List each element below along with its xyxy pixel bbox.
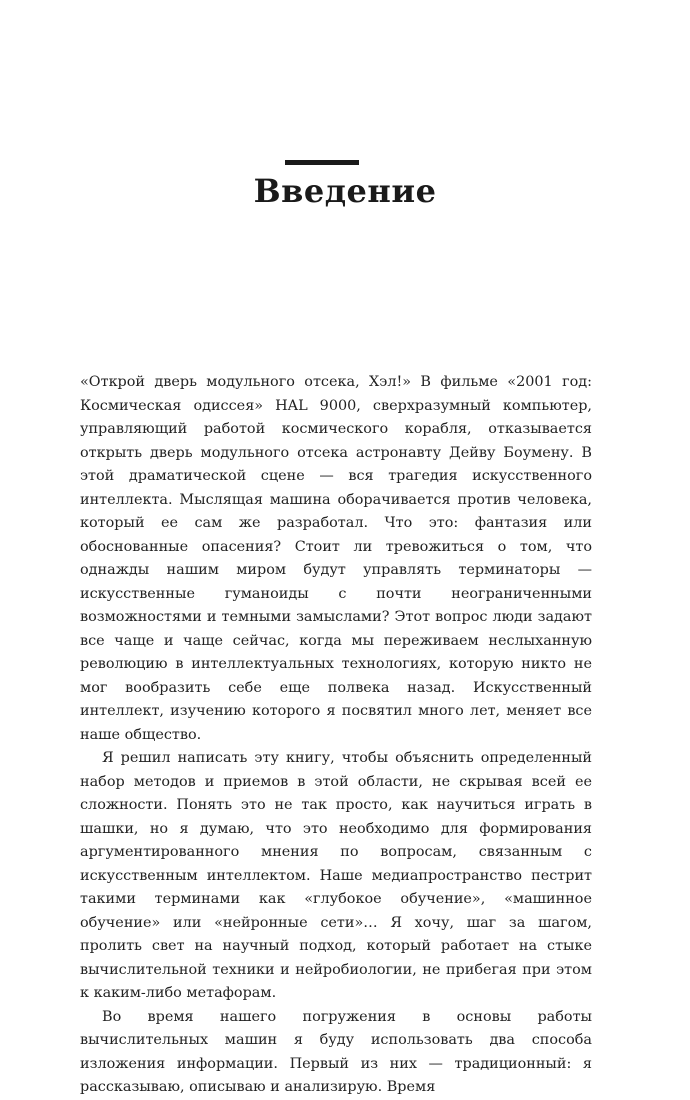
chapter-title: Введение [253, 172, 437, 210]
paragraph-3: Во время нашего погружения в основы работы вычислительных машин я буду использовать два способа изложения информации. Первый из них — традиционный: я рассказываю, описываю и анализирую. Время [80, 1008, 592, 1095]
title-rule [285, 160, 359, 165]
paragraph-1: «Открой дверь модульного отсека, Хэл!» В фильме «2001 год: Космическая одиссея» HAL 9000, сверхразумный компьютер, управляющий работой космического корабля, отказывается открыть дверь модульного отсека астронавту Дейву Боумену. В этой драматической сцене — вся трагедия искусственного интеллекта. Мыслящая машина оборачивается против человека, который ее сам же разработал. Что это: фантазия или обоснованные опасения? Стоит ли тревожиться о том, что однажды нашим миром будут управлять терминаторы — искусственные гуманоиды с почти неограниченными возможностями и темными замыслами? Этот вопрос люди задают все чаще и чаще сейчас, когда мы переживаем неслыханную революцию в интеллектуальных технологиях, которую никто не мог вообразить себе еще полвека назад. Искусственный интеллект, изучению которого я посвятил много лет, меняет все наше общество. [80, 374, 592, 743]
chapter-body [80, 371, 592, 1100]
paragraph-2: Я решил написать эту книгу, чтобы объяснить определенный набор методов и приемов в этой области, не скрывая всей ее сложности. Понять это не так просто, как научиться играть в шашки, но я думаю, что это необходимо для формирования аргументированного мнения по вопросам, связанным с искусственным интеллектом. Наше медиапространство пестрит такими терминами как «глубокое обучение», «машинное обучение» или «нейронные сети»… Я хочу, шаг за шагом, пролить свет на научный подход, который работает на стыке вычислительной техники и нейробиологии, не прибегая при этом к каким-либо метафорам. [80, 750, 592, 1001]
